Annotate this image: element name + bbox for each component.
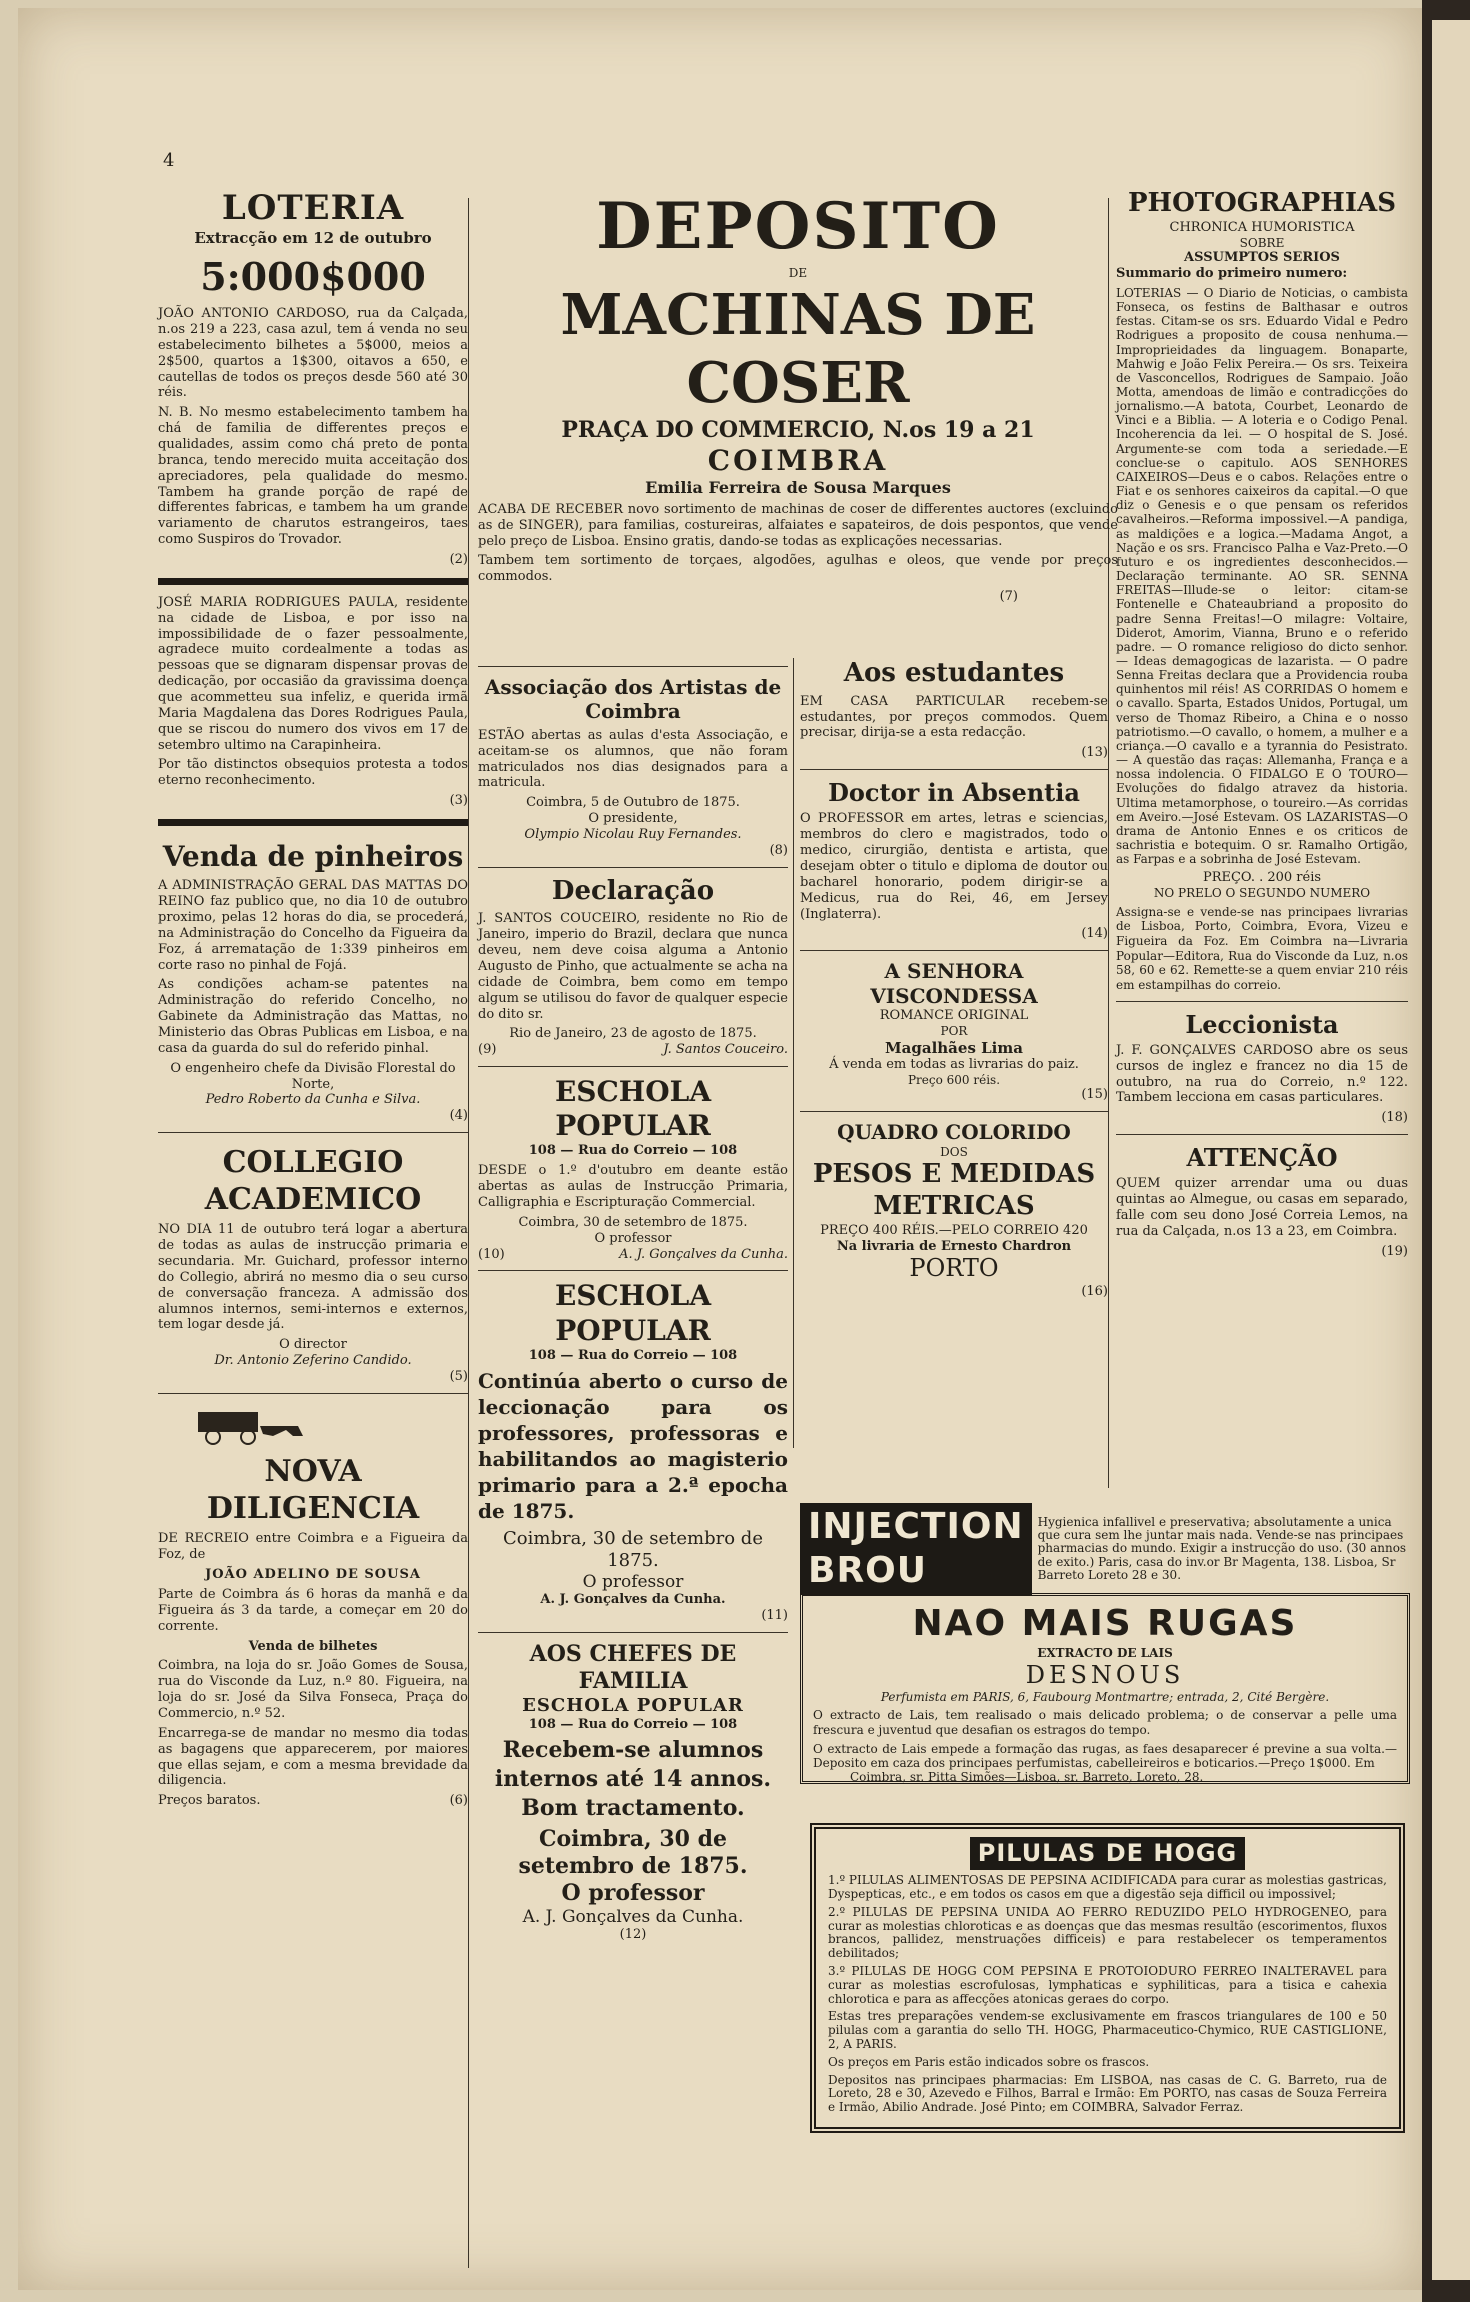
diligencia-bags: Encarrega-se de mandar no mesmo dia todas as bagagens que apparecerem, por maiores que ellas sejam, e com a mesma brevidade da diligencia.	[158, 1725, 468, 1789]
estudantes-title: Aos estudantes	[843, 658, 1065, 688]
paula-tail: Por tão distinctos obsequios protesta a todos eterno reconhecimento.	[158, 757, 468, 789]
quadro-seller: Na livraria de Ernesto Chardron	[836, 1238, 1072, 1254]
divider	[800, 950, 1108, 951]
viscondessa-subtitle: ROMANCE ORIGINAL	[879, 1008, 1029, 1024]
date-line: Coimbra, 5 de Outubro de 1875.	[526, 795, 740, 811]
injection-text: Hygienica infallivel e preservativa; absolutamente a unica que cura sem lhe juntar mais nada. Vende-se nas principaes pharmacias do mundo. Exigir a instrucção do uso. (30 annos de exito.) Paris, casa do inv.or Br Magenta, 138. Lisboa, Sr Barreto Loreto 28 e 30.	[1037, 1514, 1407, 1582]
deposito-ad	[478, 188, 1118, 605]
deposito-city: COIMBRA	[707, 444, 889, 478]
quadro-dos: DOS	[940, 1144, 968, 1159]
stagecoach-illustration	[158, 1406, 308, 1446]
lottery-body: JOÃO ANTONIO CARDOSO, rua da Calçada, n.os 219 a 223, casa azul, tem á venda no seu estabelecimento bilhetes a 5$000, meios a 2$500, quartos a 1$300, oitavos a 650, e cautellas de todos os preços desde 560 até 30 réis.	[158, 306, 468, 401]
chefes-subtitle: ESCHOLA POPULAR	[522, 1694, 744, 1716]
hogg-line6: Depositos nas principaes pharmacias: Em LISBOA, nas casas de C. G. Barreto, rua de Loreto, 28 e 30, Azevedo e Filhos, Barral e Irmão: Em PORTO, nas casas de Souza Ferreira e Irmão, Abilio Andrade. José Pinto; em COIMBRA, Salvador Ferraz.	[828, 2072, 1387, 2115]
deposito-body: ACABA DE RECEBER novo sortimento de machinas de coser de differentes auctores (excluindo as de SINGER), para familias, costureiras, alfaiates e sapateiros, de dois pespontos, que vende pelo preço de Lisboa. Ensino gratis, dando-se todas as explicações necessarias.	[478, 501, 1118, 549]
ad-ref: (5)	[449, 1369, 468, 1385]
ad-ref: (11)	[761, 1608, 788, 1624]
signature-name: A. J. Gonçalves da Cunha.	[540, 1592, 726, 1608]
price-text: Preços baratos.	[158, 1793, 261, 1809]
ad-ref: (13)	[1081, 745, 1108, 761]
rugas-title: NAO MAIS RUGAS	[912, 1603, 1298, 1644]
diligencia-owner: JOÃO ADELINO DE SOUSA	[205, 1567, 421, 1583]
viscondessa-author: Magalhães Lima	[885, 1038, 1023, 1057]
column-rule	[468, 198, 469, 2268]
diligencia-sales: Coimbra, na loja do sr. João Gomes de Sousa, rua do Visconde da Luz, n.º 80. Figueira, na loja do sr. José da Silva Fonseca, Praça do Commercio, n.º 52.	[158, 1658, 468, 1721]
injection-row	[800, 1503, 1410, 1595]
hogg-title: PILULAS DE HOGG	[970, 1837, 1246, 1870]
column-2	[478, 658, 788, 1943]
photo-prelo: NO PRELO O SEGUNDO NUMERO	[1153, 886, 1371, 901]
quadro-price: PREÇO 400 RÉIS.—PELO CORREIO 420	[820, 1222, 1088, 1238]
rugas-subtitle: EXTRACTO DE LAIS	[1037, 1645, 1173, 1660]
divider	[1116, 1134, 1408, 1135]
signature-line: O engenheiro chefe da Divisão Florestal do Norte,	[170, 1060, 456, 1092]
hogg-ad	[810, 1823, 1405, 2133]
photo-sobre: SOBRE	[1239, 235, 1285, 250]
column-4	[1116, 188, 1408, 1260]
signature-line: O presidente,	[588, 811, 678, 827]
divider	[478, 1066, 788, 1067]
rugas-line4: Coimbra, sr. Pitta Simões—Lisboa, sr. Barreto, Loreto, 28.	[850, 1770, 1204, 1784]
rugas-line2: O extracto de Lais, tem realisado o mais delicado problema; o de conservar a pelle uma frescura e juventud que desafian os estragos do tempo.	[813, 1708, 1397, 1738]
deposito-body2: Tambem tem sortimento de torçaes, algodões, agulhas e oleos, que vende por preços commodos.	[478, 553, 1118, 585]
signature-name: Olympio Nicolau Ruy Fernandes.	[524, 826, 742, 842]
artistas-title: Associação dos Artistas de Coimbra	[484, 675, 782, 724]
diligencia-title: NOVA DILIGENCIA	[206, 1454, 420, 1526]
injection-title: INJECTION BROU	[800, 1503, 1032, 1595]
chefes-address: 108 — Rua do Correio — 108	[528, 1716, 738, 1732]
divider	[158, 819, 468, 826]
leccionista-title: Leccionista	[1185, 1009, 1339, 1039]
signature-name: J. Santos Couceiro.	[663, 1042, 788, 1058]
pinheiros-title: Venda de pinheiros	[162, 840, 464, 874]
viscondessa-title: A SENHORA VISCONDESSA	[870, 959, 1038, 1008]
date-line: Rio de Janeiro, 23 de agosto de 1875.	[509, 1026, 757, 1042]
rugas-line1: Perfumista em PARIS, 6, Faubourg Montmartre; entrada, 2, Cité Bergère.	[880, 1689, 1330, 1704]
viscondessa-price: Preço 600 réis.	[907, 1072, 1001, 1087]
adjacent-page-edge	[1432, 20, 1470, 2280]
photo-summary: Summario do primeiro numero:	[1116, 266, 1348, 282]
lottery-subtitle: Extracção em 12 de outubro	[194, 229, 432, 248]
divider	[1116, 1001, 1408, 1002]
signature-line: O professor	[582, 1571, 684, 1592]
signature-line: O professor	[594, 1230, 672, 1246]
deposito-de: DE	[788, 266, 808, 281]
leccionista-body: J. F. GONÇALVES CARDOSO abre os seus cursos de inglez e francez no dia 15 de outubro, na rua do Correio, n.º 122. Tambem lecciona em casas particulares.	[1116, 1042, 1408, 1106]
injection-ad	[800, 1503, 1410, 1595]
lottery-prize: 5:000$000	[200, 253, 426, 299]
lottery-title: LOTERIA	[221, 188, 405, 228]
doctor-body: O PROFESSOR em artes, letras e sciencias, membros do clero e magistrados, todo o medico, cirurgião, dentista e artista, que desejam obter o titulo e diploma de doutor ou bacharel honorario, podem dirigir-se a Medicus, rua do Rei, 46, em Jersey (Inglaterra).	[800, 811, 1108, 922]
ad-ref: (19)	[1381, 1243, 1408, 1259]
divider	[478, 666, 788, 667]
rugas-line3: O extracto de Lais empede a formação das rugas, as faes desaparecer é previne a sua volta.—Deposito em caza dos principaes perfumistas, cabelleireiros e boticarios.—Preço 1$000. Em	[813, 1741, 1397, 1771]
column-3	[800, 658, 1108, 1300]
divider	[478, 1270, 788, 1271]
rugas-ad	[800, 1593, 1410, 1784]
newspaper-page	[18, 8, 1422, 2290]
escola2-address: 108 — Rua do Correio — 108	[528, 1347, 738, 1363]
hogg-line2: 2.º PILULAS DE PEPSINA UNIDA AO FERRO REDUZIDO PELO HYDROGENEO, para curar as molestias chloroticas e as doenças que das mesmas resultão (escorimentos, fluxos brancos, pallidez, menstruações difficeis) e para restabelecer os temperamentos debilitados;	[828, 1904, 1387, 1961]
photo-body: LOTERIAS — O Diario de Noticias, o cambista Fonseca, os festins de Balthasar e outros festas. Citam-se os srs. Eduardo Vidal e Pedro Rodrigues a proposito de cousa nenhuma.— Improprieidades da linguagem. Bonaparte, Mahwig e João Felix Pereira.— Os srs. Teixeira de Vasconcellos, Rodrigues de Sampaio. João Motta, amendoas de limão e contradicções do jornalismo.—A batota, Courbet, Leonardo de Vinci e a Biblia. — A loteria e o Codigo Penal. Incoherencia da lei. — O hospital de S. José. Argumente-se com toda a seriedade.—E conclue-se o capitulo. AOS SENHORES CAIXEIROS—Deus e o cabos. Relações entre o Fiat e os senhores caixeiros da capital.—O que diz o Genesis e o que pensam os referidos cavalheiros.—Reforma impossivel.—A pandiga, as maldições e a logica.—Madama Angot, a Nação e os srs. Francisco Palha e Vaz-Preto.—O futuro e os ingredientes desconhecidos.—Declaração terminante. AO SR. SENNA FREITAS—Illude-se o leitor: citam-se Fontenelle e Chateaubriand a proposito do padre Senna Freitas!—O milagre: Voltaire, Diderot, Amorim, Vianna, Bruno e o referido padre. — O romance religioso do dicto senhor. — Ideas demagogicas de lazarista. — O padre Senna Freitas declara que a Providencia rouba quinhentos mil réis! AS CORRIDAS O homem e o cavallo. Sparta, Estados Unidos, Portugal, um verso de Thomaz Ribeiro, a China e o nosso patriotismo.—O cavallo, o homem, a mulher e a criança.—O cavallo e a tyrannia do Pesistrato. — A questão das raças: Allemanha, França e a nossa indolencia. O FIDALGO E O TOURO— Evoluções do fidalgo atravez da historia. Ultima metamorphose, o toureiro.—As corridas em Aveiro.—José Estevam. OS LAZARISTAS—O drama de Antonio Ennes e os criticos de sachristia e botequim. O sr. Ramalho Ortigão, as Farpas e a sobrinha de José Estevam.	[1116, 285, 1408, 867]
atencao-body: QUEM quizer arrendar uma ou duas quintas ao Almegue, ou casas em separado, falle com seu dono José Correia Lemos, na rua da Calçada, n.os 13 a 23, em Coimbra.	[1116, 1176, 1408, 1239]
ad-ref: (4)	[449, 1108, 468, 1124]
date-line: Coimbra, 30 de setembro de 1875.	[518, 1826, 748, 1880]
ad-ref: (6)	[449, 1793, 468, 1809]
ad-ref: (14)	[1081, 926, 1108, 942]
collegio-title: COLLEGIO ACADEMICO	[204, 1145, 422, 1217]
photo-title: PHOTOGRAPHIAS	[1128, 188, 1396, 218]
rugas-brand: DESNOUS	[1025, 1660, 1185, 1689]
escola1-body: DESDE o 1.º d'outubro em deante estão abertas as aulas de Instrucção Primaria, Calligraphia e Escripturação Commercial.	[478, 1163, 788, 1210]
chefes-title: AOS CHEFES DE FAMILIA	[529, 1640, 737, 1694]
hogg-line3: 3.º PILULAS DE HOGG COM PEPSINA E PROTOIODURO FERREO INALTERAVEL para curar as molestias escrofulosas, lymphaticas e syphiliticas, para a tisica e cahexia chlorotica e para as affecções atonicas geraes do corpo.	[828, 1964, 1387, 2006]
diligencia-price	[158, 1793, 468, 1809]
column-rule	[793, 658, 794, 1448]
ad-ref: (8)	[769, 842, 788, 858]
photo-price: PREÇO. . 200 réis	[1202, 870, 1322, 886]
ad-ref: (10)	[478, 1246, 505, 1262]
hogg-title-row	[828, 1837, 1387, 1870]
divider	[800, 769, 1108, 770]
escola2-body: Continúa aberto o curso de leccionação para os professores, professoras e habilitandos ao magisterio primario para a 2.ª epocha de 1875.	[478, 1368, 788, 1523]
escola1-footer	[478, 1247, 788, 1263]
diligencia-body: DE RECREIO entre Coimbra e a Figueira da Foz, de	[158, 1531, 468, 1563]
declaracao-footer	[478, 1042, 788, 1058]
signature-line: O professor	[561, 1879, 705, 1906]
column-1	[158, 188, 468, 1809]
viscondessa-por: POR	[940, 1023, 968, 1038]
page-number: 4	[163, 150, 175, 171]
photo-subtitle: CHRONICA HUMORISTICA	[1169, 219, 1355, 235]
quadro-city: PORTO	[909, 1254, 999, 1283]
ad-ref: (16)	[1081, 1283, 1108, 1299]
date-line: Coimbra, 30 de setembro de 1875.	[518, 1214, 748, 1230]
escola1-title: ESCHOLA POPULAR	[554, 1075, 712, 1143]
deposito-owner: Emilia Ferreira de Sousa Marques	[645, 478, 951, 498]
viscondessa-body: Á venda em todas as livrarias do paiz.	[829, 1056, 1079, 1072]
divider	[158, 1132, 468, 1133]
divider	[158, 578, 468, 585]
deposito-subtitle: MACHINAS DE COSER	[560, 281, 1036, 417]
diligencia-subtitle: Venda de bilhetes	[248, 1638, 378, 1654]
ad-ref: (7)	[999, 589, 1018, 605]
photo-sales: Assigna-se e vende-se nas principaes livrarias de Lisboa, Porto, Coimbra, Evora, Vizeu e Figueira da Foz. Em Coimbra na—Livraria Popular—Editora, Rua do Visconde da Luz, n.os 58, 60 e 62. Remette-se a quem enviar 210 réis em estampilhas do correio.	[1116, 904, 1408, 992]
ad-ref: (2)	[449, 552, 468, 568]
diligencia-times: Parte de Coimbra ás 6 horas da manhã e da Figueira ás 3 da tarde, a começar em 20 do corrente.	[158, 1586, 468, 1634]
paula-body: JOSÉ MARIA RODRIGUES PAULA, residente na cidade de Lisboa, e por isso na impossibilidade de o fazer pessoalmente, agradece muito cordealmente a todas as pessoas que se dignaram dispensar provas de dedicação, por occasião da gravissima doença que acommetteu sua infeliz, e querida irmã Maria Magdalena das Dores Rodrigues Paula, que se riscou do numero dos vivos em 17 de setembro ultimo na Carapinheira.	[158, 594, 468, 753]
hogg-line1: 1.º PILULAS ALIMENTOSAS DE PEPSINA ACIDIFICADA para curar as molestias gastricas, Dyspepticas, etc., e em todos os casos em que a digestão seja difficil ou impossivel;	[828, 1873, 1387, 1902]
estudantes-body: EM CASA PARTICULAR recebem-se estudantes, por preços commodos. Quem precisar, dirija-se a esta redacção.	[800, 693, 1108, 741]
artistas-body: ESTÃO abertas as aulas d'esta Associação, e aceitam-se os alumnos, que não foram matriculados nos dias designados para a matricula.	[478, 727, 788, 791]
signature-name: A. J. Gonçalves da Cunha.	[522, 1906, 744, 1927]
declaracao-title: Declaração	[551, 875, 715, 906]
divider	[158, 1393, 468, 1394]
signature-name: Dr. Antonio Zeferino Candido.	[214, 1353, 412, 1369]
deposito-title: DEPOSITO	[596, 189, 1000, 264]
ad-ref: (9)	[478, 1042, 497, 1058]
escola2-title: ESCHOLA POPULAR	[554, 1279, 712, 1347]
deposito-address: PRAÇA DO COMMERCIO, N.os 19 a 21	[561, 417, 1035, 444]
ad-ref: (18)	[1381, 1110, 1408, 1126]
hogg-line5: Os preços em Paris estão indicados sobre os frascos.	[828, 2054, 1150, 2069]
divider	[800, 1111, 1108, 1112]
pinheiros-body2: As condições acham-se patentes na Administração do referido Concelho, no Gabinete da Administração das Mattas, no Ministerio das Obras Publicas em Lisboa, e na casa da guarda do sul do referido pinhal.	[158, 977, 468, 1056]
ad-ref: (3)	[449, 793, 468, 809]
signature-name: A. J. Gonçalves da Cunha.	[619, 1246, 788, 1262]
lottery-note: N. B. No mesmo estabelecimento tambem ha chá de familia de differentes preços e qualidades, assim como chá preto de ponta branca, tendo merecido muita acceitação dos apreciadores, pela qualidade do mesmo. Tambem ha grande porção de rapé de differentes fabricas, e tambem ha um grande variamento de charutos estrangeiros, taes como Suspiros do Trovador.	[158, 405, 468, 548]
divider	[478, 867, 788, 868]
collegio-body: NO DIA 11 de outubro terá logar a abertura de todas as aulas de instrucção primaria e secundaria. Mr. Guichard, professor interno do Collegio, abrirá no mesmo dia o seu curso de conversação franceza. A admissão dos alumnos internos, semi-internos e externos, tem logar desde já.	[158, 1222, 468, 1333]
ad-ref: (12)	[619, 1927, 647, 1943]
photo-topic: ASSUMPTOS SERIOS	[1184, 250, 1340, 266]
quadro-title: QUADRO COLORIDO	[837, 1120, 1071, 1145]
chefes-body: Recebem-se alumnos internos até 14 annos. Bom tractamento.	[494, 1737, 772, 1821]
escola1-address: 108 — Rua do Correio — 108	[528, 1143, 738, 1159]
signature-line: O director	[279, 1337, 347, 1353]
hogg-line4: Estas tres preparações vendem-se exclusivamente em frascos triangulares de 100 e 50 pilulas com a garantia do sello TH. HOGG, Pharmaceutico-Chymico, RUE CASTIGLIONE, 2, A PARIS.	[828, 2009, 1387, 2052]
date-line: Coimbra, 30 de setembro de 1875.	[503, 1527, 763, 1571]
signature-name: Pedro Roberto da Cunha e Silva.	[205, 1092, 421, 1108]
doctor-title: Doctor in Absentia	[828, 778, 1080, 808]
quadro-subtitle: PESOS E MEDIDAS METRICAS	[812, 1159, 1096, 1221]
pinheiros-body: A ADMINISTRAÇÃO GERAL DAS MATTAS DO REINO faz publico que, no dia 10 de outubro proximo, pelas 12 horas do dia, se procederá, na Administração do Concelho da Figueira da Foz, á arrematação de 1:339 pinheiros em corte raso no pinhal de Fojá.	[158, 878, 468, 973]
atencao-title: ATTENÇÃO	[1186, 1143, 1338, 1173]
ad-ref: (15)	[1081, 1087, 1108, 1103]
divider	[478, 1632, 788, 1633]
declaracao-body: J. SANTOS COUCEIRO, residente no Rio de Janeiro, imperio do Brazil, declara que nunca deveu, nem deve coisa alguma a Antonio Augusto de Pinho, que actualmente se acha na cidade de Coimbra, bem como em tempo algum se utilisou do favor de qualquer especie do dito sr.	[478, 911, 788, 1022]
